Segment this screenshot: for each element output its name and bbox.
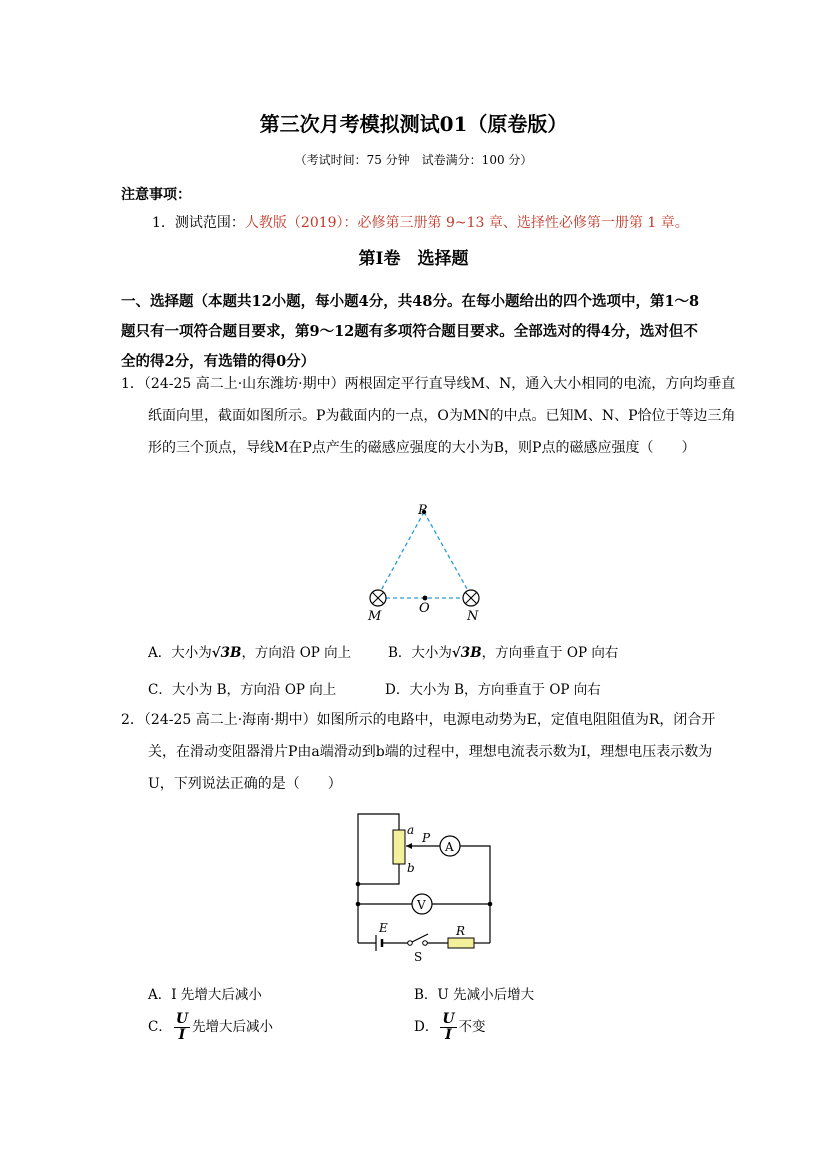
q2-option-a[interactable]: A．I 先增大后减小 <box>148 987 262 1003</box>
junction-dot <box>356 902 361 907</box>
q2-option-d[interactable]: D． $\frac{U}{I}$ 不变 <box>414 1011 486 1043</box>
page-title: 第三次月考模拟测试01（原卷版） <box>259 112 568 136</box>
exam-info: （考试时间：75 分钟 试卷满分：100 分） <box>294 153 533 167</box>
label-s: S <box>414 950 423 964</box>
q1-option-a[interactable]: A．大小为√3B，方向沿 OP 向上 <box>148 645 352 661</box>
switch-icon <box>408 934 428 945</box>
label-m: M <box>368 609 382 624</box>
svg-text:A: A <box>445 840 454 854</box>
triangle-side-pm <box>378 512 424 596</box>
battery-icon <box>376 935 382 951</box>
q2-option-b[interactable]: B．U 先减小后增大 <box>414 987 535 1003</box>
triangle-side-pn <box>424 512 471 596</box>
question-1-text: 1．（24-25 高二上·山东潍坊·期中）两根固定平行直导线M、N，通入大小相同的电流，方向均垂直纸面向里，截面如图所示。P为截面内的一点，O为MN的中点。已知M、N、P恰位于等边三角形的三个顶点，导线M在P点产生的磁感应强度的大小为B，则P点的磁感应强度（ ） <box>121 376 736 456</box>
label-e: E <box>379 921 388 935</box>
label-b: b <box>407 861 415 875</box>
fraction-u-over-i: $\frac{U}{I}$ <box>175 1011 189 1043</box>
slider-arrow-icon <box>406 843 412 849</box>
q2-circuit-figure <box>350 808 500 968</box>
rheostat-icon <box>393 830 405 864</box>
scope-prefix: 1．测试范围： <box>152 215 245 231</box>
question-2-text: 2．（24-25 高二上·海南·期中）如图所示的电路中，电源电动势为E，定值电阻阻值为R，闭合开关，在滑动变阻器滑片P由a端滑动到b端的过程中，理想电流表示数为I，理想电压表示数为U，下列说法正确的是（ ） <box>121 712 716 792</box>
label-p: P <box>422 831 431 845</box>
svg-text:V: V <box>417 898 426 912</box>
q1-option-b[interactable]: B．大小为√3B，方向垂直于 OP 向右 <box>388 645 619 661</box>
q1-triangle-figure <box>360 498 490 626</box>
junction-dot <box>356 882 361 887</box>
q1-option-c[interactable]: C．大小为 B，方向沿 OP 向上 <box>148 682 337 698</box>
label-n: N <box>467 609 479 624</box>
ammeter-icon <box>440 836 460 856</box>
notes-heading: 注意事项： <box>121 187 191 203</box>
wire-n-icon <box>463 590 479 606</box>
test-scope <box>152 212 689 232</box>
junction-dot <box>488 902 493 907</box>
label-a: a <box>407 823 415 837</box>
label-o: O <box>419 601 430 616</box>
voltmeter-icon <box>412 894 432 914</box>
q2-option-c[interactable]: C． $\frac{U}{I}$ 先增大后减小 <box>148 1011 274 1043</box>
wire-m-icon <box>370 590 386 606</box>
resistor-icon <box>448 938 474 948</box>
label-r: R <box>456 924 466 938</box>
scope-content: 人教版（2019）：必修第三册第 9~13 章、选择性必修第一册第 1 章。 <box>244 215 689 231</box>
label-p: P <box>418 503 427 518</box>
part-title: 第Ⅰ卷 选择题 <box>358 249 469 269</box>
fraction-u-over-i: $\frac{U}{I}$ <box>442 1011 455 1043</box>
section-heading: 一、选择题（本题共12小题，每小题4分，共48分。在每小题给出的四个选项中，第1～8题只有一项符合题目要求，第9～12题有多项符合题目要求。全部选对的得4分，选对但不全的得2分，有选错的得0分） <box>121 293 700 370</box>
point-o <box>423 596 428 601</box>
q1-option-d[interactable]: D．大小为 B，方向垂直于 OP 向右 <box>385 682 601 698</box>
